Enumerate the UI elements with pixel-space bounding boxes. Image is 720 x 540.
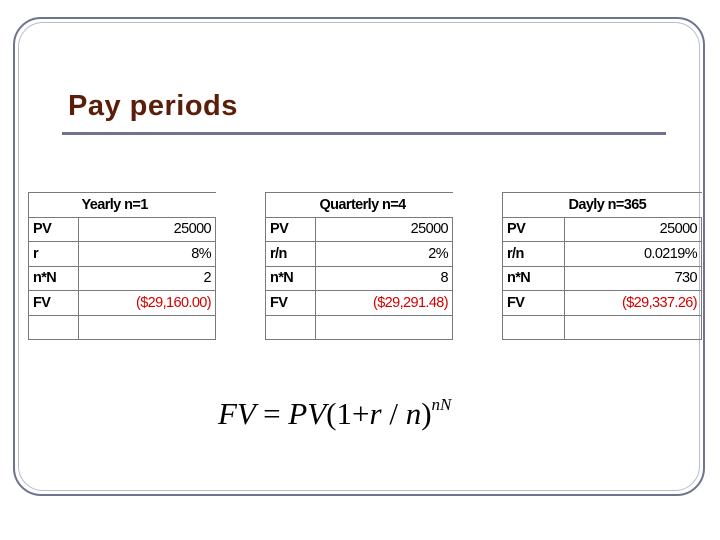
row-label: PV: [503, 217, 565, 242]
formula-slash: /: [389, 396, 398, 431]
table-yearly: [28, 192, 216, 340]
table-row: [266, 291, 453, 316]
empty-cell: [29, 315, 79, 339]
table-header: Yearly n=1: [79, 193, 216, 218]
empty-cell: [503, 315, 565, 339]
table-row: [503, 266, 702, 291]
table-dayly: [502, 192, 702, 340]
row-value: 8%: [79, 242, 216, 267]
header-spacer-cell: [29, 193, 79, 218]
row-value: 0.0219%: [565, 242, 702, 267]
formula-plus: +: [352, 396, 370, 431]
title-underline: [62, 132, 666, 135]
table-header: Dayly n=365: [565, 193, 702, 218]
row-label: FV: [503, 291, 565, 316]
header-spacer-cell: [503, 193, 565, 218]
formula-r: r: [369, 396, 382, 431]
row-value: 25000: [316, 217, 453, 242]
row-label: r/n: [503, 242, 565, 267]
empty-row: [29, 315, 216, 339]
empty-cell: [79, 315, 216, 339]
empty-cell: [565, 315, 702, 339]
future-value-cell: ($29,337.26): [565, 291, 702, 316]
table-quarterly: [265, 192, 453, 340]
future-value-formula: [218, 395, 451, 432]
table-row: [266, 242, 453, 267]
table-row: [266, 217, 453, 242]
row-label: n*N: [266, 266, 316, 291]
table-row: [29, 217, 216, 242]
table-row: [29, 242, 216, 267]
table-row: [29, 266, 216, 291]
empty-row: [503, 315, 702, 339]
slide-title: Pay periods: [68, 90, 238, 122]
formula-lhs: FV: [218, 396, 256, 431]
row-label: n*N: [29, 266, 79, 291]
table-row: [29, 291, 216, 316]
table-row: [503, 291, 702, 316]
row-value: 730: [565, 266, 702, 291]
table-row: [266, 266, 453, 291]
row-value: 25000: [565, 217, 702, 242]
row-label: r: [29, 242, 79, 267]
future-value-cell: ($29,160.00): [79, 291, 216, 316]
formula-close-paren: ): [421, 396, 432, 431]
future-value-cell: ($29,291.48): [316, 291, 453, 316]
table-row: [503, 217, 702, 242]
row-value: 8: [316, 266, 453, 291]
empty-cell: [266, 315, 316, 339]
row-value: 25000: [79, 217, 216, 242]
row-label: PV: [266, 217, 316, 242]
table-row: [503, 242, 702, 267]
header-spacer-cell: [266, 193, 316, 218]
empty-cell: [316, 315, 453, 339]
row-value: 2%: [316, 242, 453, 267]
row-label: r/n: [266, 242, 316, 267]
row-value: 2: [79, 266, 216, 291]
formula-one: 1: [336, 396, 352, 431]
row-label: n*N: [503, 266, 565, 291]
formula-equals: =: [263, 396, 281, 431]
formula-open-paren: (: [326, 396, 337, 431]
row-label: PV: [29, 217, 79, 242]
row-label: FV: [266, 291, 316, 316]
formula-pv: PV: [288, 396, 327, 431]
formula-n: n: [405, 396, 422, 431]
formula-exponent: nN: [431, 395, 452, 414]
empty-row: [266, 315, 453, 339]
row-label: FV: [29, 291, 79, 316]
table-header: Quarterly n=4: [316, 193, 453, 218]
